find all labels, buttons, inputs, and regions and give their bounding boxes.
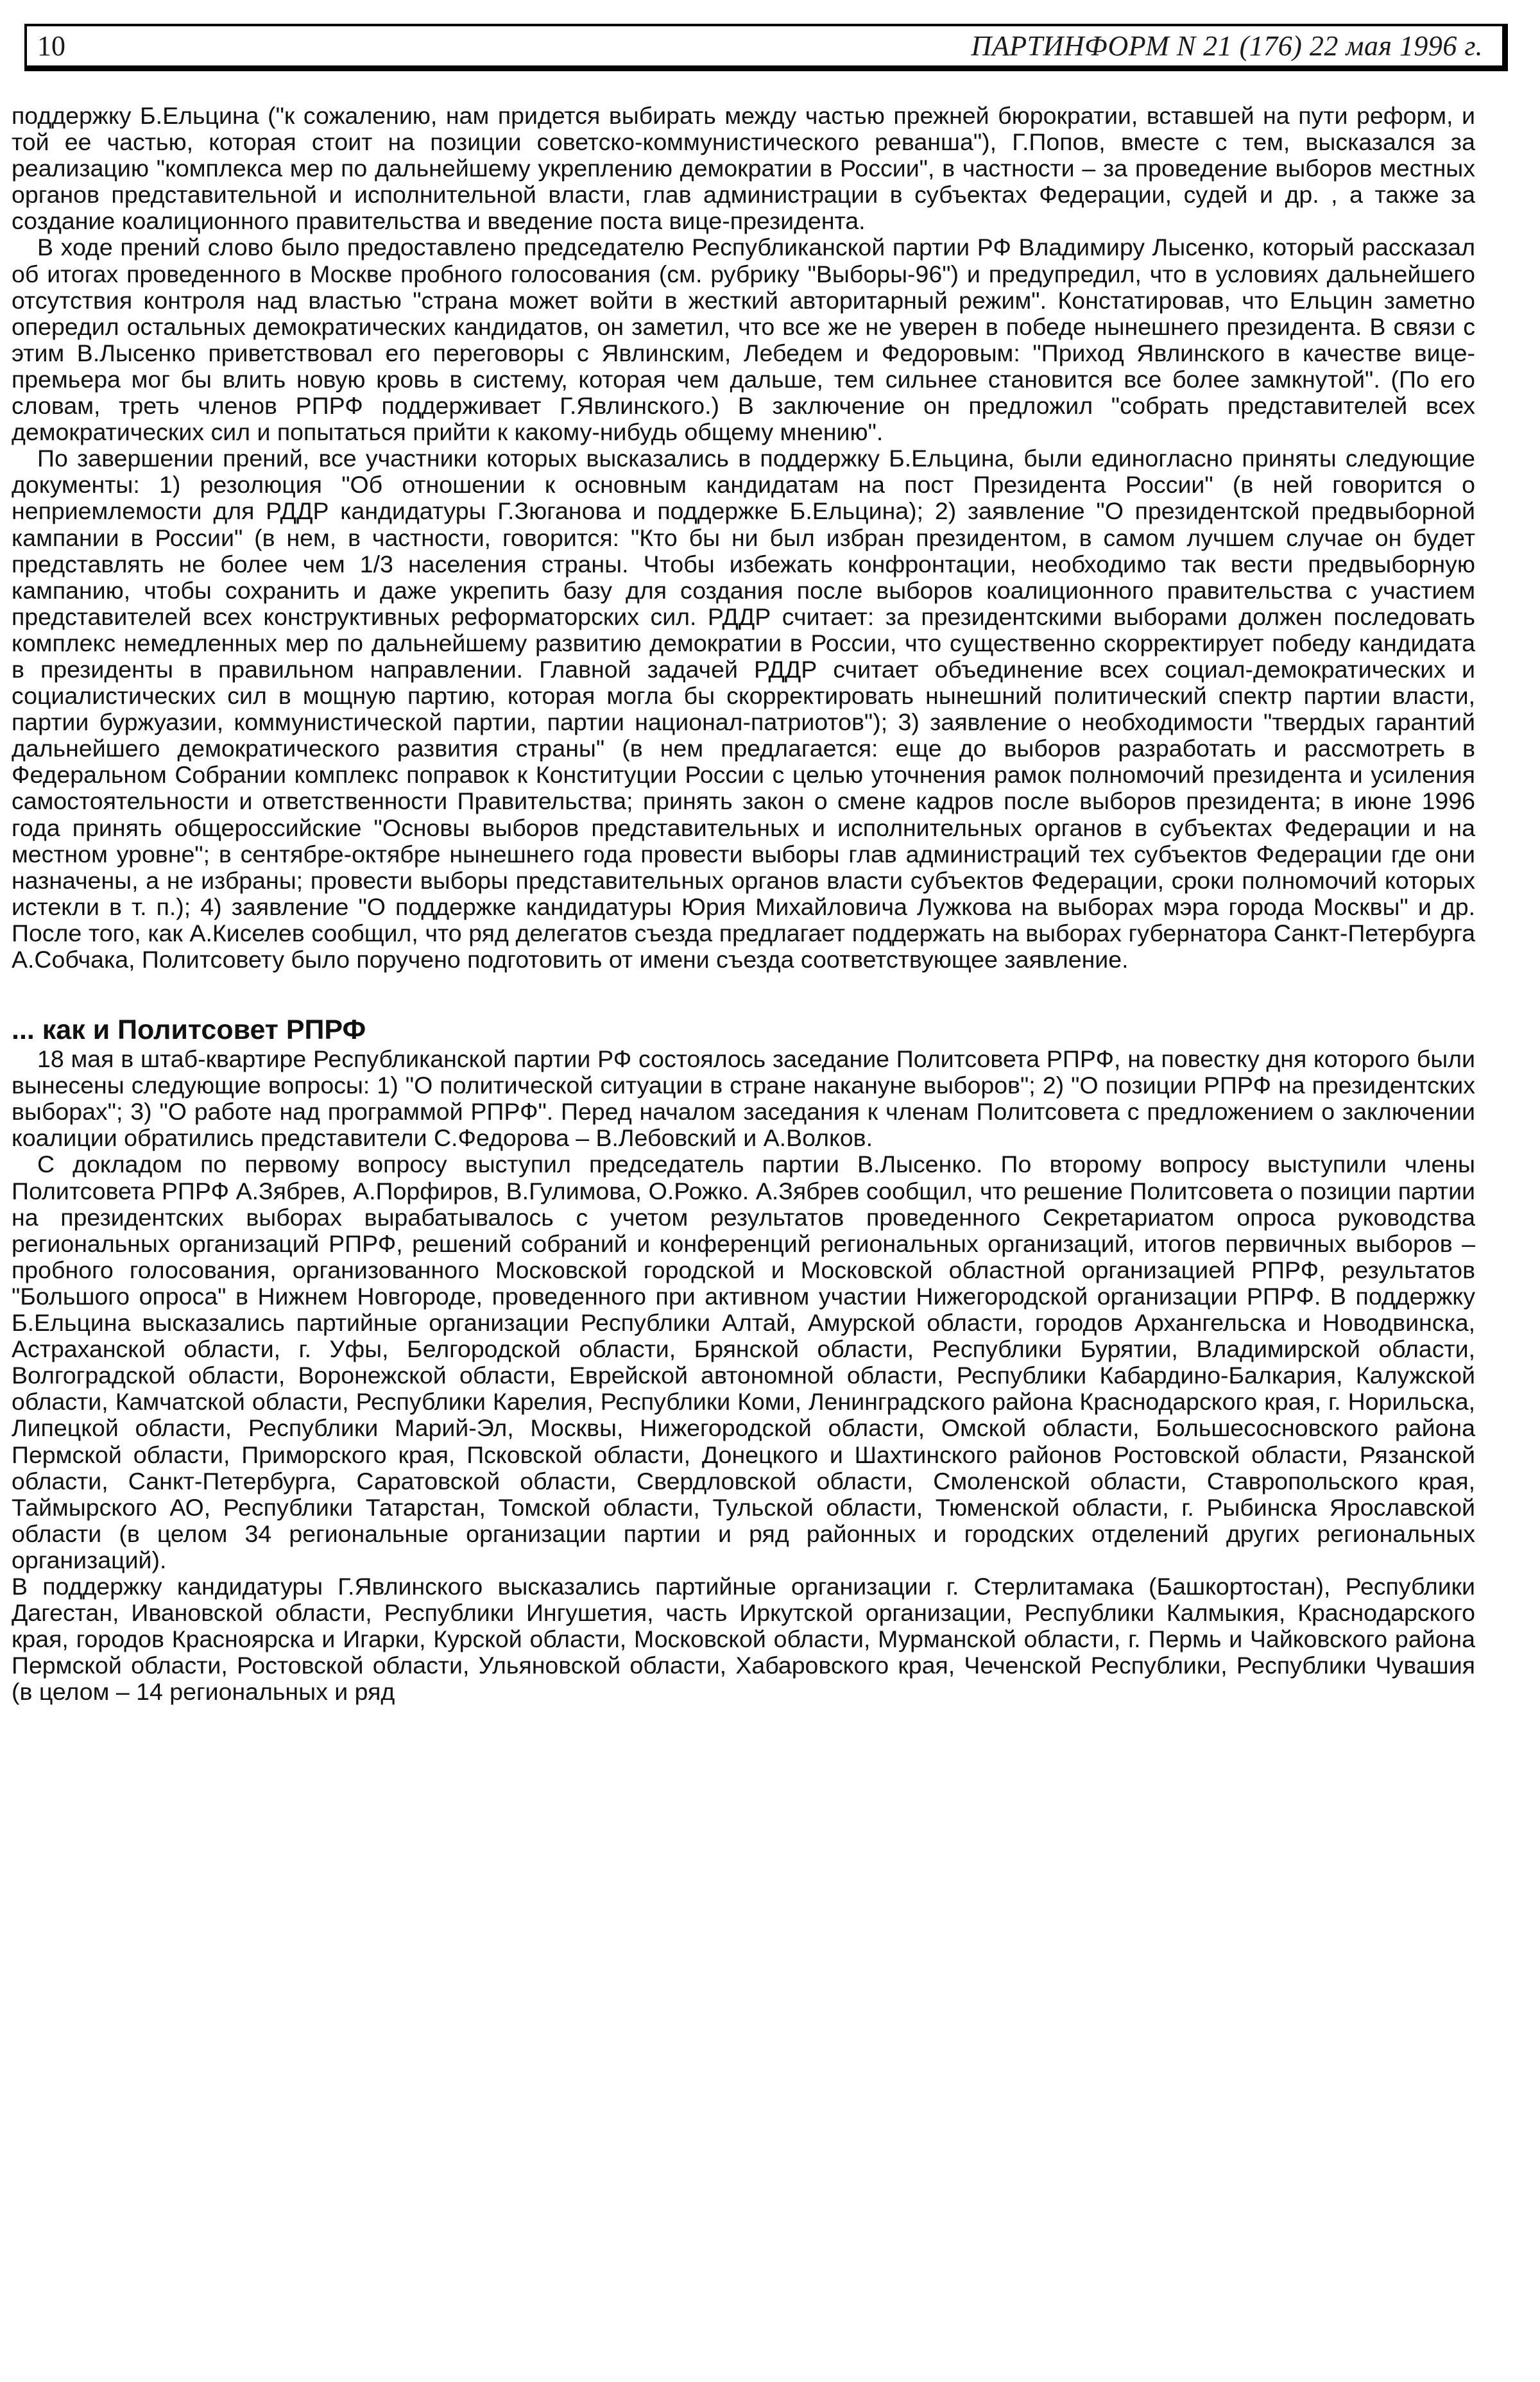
section-paragraph: С докладом по первому вопросу выступил председатель партии В.Лысенко. По второму вопросу выступили члены Политсовета РПРФ А.Зябрев, А.Порфиров, В.Гулимова, О.Рожко. А.Зябрев сообщил, что решение Политсовета о позиции партии на президентских выборах вырабатывалось с учетом результатов проведенного Секретариатом опроса руководства региональных организаций РПРФ, решений собраний и конференций региональных организаций, итогов первичных выборов – пробного голосования, организованного Московской городской и Московской областной организацией РПРФ, результатов "Большого опроса" в Нижнем Новгороде, проведенного при активном участии Нижегородской организации РПРФ. В поддержку Б.Ельцина высказались партийные организации Республики Алтай, Амурской области, городов Архангельска и Новодвинска, Астраханской области, г. Уфы, Белгородской области, Брянской области, Республики Бурятии, Владимирской области, Волгоградской области, Воронежской области, Еврейской автономной области, Республики Кабардино-Балкария, Калужской области, Камчатской области, Республики Карелия, Республики Коми, Ленинградского района Краснодарского края, г. Норильска, Липецкой области, Республики Марий-Эл, Москвы, Нижегородской области, Омской области, Большесосновского района Пермской области, Приморского края, Псковской области, Донецкого и Шахтинского районов Ростовской области, Рязанской области, Санкт-Петербурга, Саратовской области, Свердловской области, Смоленской области, Ставропольского края, Таймырского АО, Республики Татарстан, Томской области, Тульской области, Тюменской области, г. Рыбинска Ярославской области (в целом 34 региональные организации партии и ряд районных и городских отделений других региональных организаций). bbox=[12, 1151, 1475, 1573]
section-heading: ... как и Политсовет РПРФ bbox=[12, 1015, 366, 1046]
running-title: ПАРТИНФОРМ N 21 (176) 22 мая 1996 г. bbox=[971, 30, 1483, 62]
article-body bbox=[12, 103, 1475, 1705]
article-paragraph: По завершении прений, все участники которых высказались в поддержку Б.Ельцина, были единогласно приняты следующие документы: 1) резолюция "Об отношении к основным кандидатам на пост Президента России" (в ней говорится о неприемлемости для РДДР кандидатуры Г.Зюганова и поддержке Б.Ельцина); 2) заявление "О президентской предвыборной кампании в России" (в нем, в частности, говорится: "Кто бы ни был избран президентом, в самом лучшем случае он будет представлять не более чем 1/3 населения страны. Чтобы избежать конфронтации, необходимо так вести предвыборную кампанию, чтобы сохранить и даже укрепить базу для создания после выборов коалиционного правительства с участием представителей всех конструктивных реформаторских сил. РДДР считает: за президентскими выборами должен последовать комплекс немедленных мер по дальнейшему развитию демократии в России, что существенно скорректирует победу кандидата в президенты в правильном направлении. Главной задачей РДДР считает объединение всех социал-демократических и социалистических сил в мощную партию, которая могла бы скорректировать нынешний политический спектр партии власти, партии буржуазии, коммунистической партии, партии национал-патриотов"); 3) заявление о необходимости "твердых гарантий дальнейшего демократического развития страны" (в нем предлагается: еще до выборов разработать и рассмотреть в Федеральном Собрании комплекс поправок к Конституции России с целью уточнения рамок полномочий президента и усиления самостоятельности и ответственности Правительства; принять закон о смене кадров после выборов президента; в июне 1996 года принять общероссийские "Основы выборов представительных и исполнительных органов в субъектах Федерации и на местном уровне"; в сентябре-октябре нынешнего года провести выборы глав администраций тех субъектов Федерации где они назначены, а не избраны; провести выборы представительных органов власти субъектов Федерации, сроки полномочий которых истекли в т. п.); 4) заявление "О поддержке кандидатуры Юрия Михайловича Лужкова на выборах мэра города Москвы" и др. После того, как А.Киселев сообщил, что ряд делегатов съезда предлагает поддержать на выборах губернатора Санкт-Петербурга А.Собчака, Политсовету было поручено подготовить от имени съезда соответствующее заявление. bbox=[12, 445, 1475, 973]
page-header bbox=[24, 24, 1508, 71]
section-paragraph: 18 мая в штаб-квартире Республиканской партии РФ состоялось заседание Политсовета РПРФ, на повестку дня которого были вынесены следующие вопросы: 1) "О политической ситуации в стране накануне выборов"; 2) "О позиции РПРФ на президентских выборах"; 3) "О работе над программой РПРФ". Перед началом заседания к членам Политсовета с предложением о заключении коалиции обратились представители С.Федорова – В.Лебовский и А.Волков. bbox=[12, 1045, 1475, 1152]
newspaper-page bbox=[24, 24, 1508, 71]
article-paragraph: В ходе прений слово было предоставлено председателю Республиканской партии РФ Владимиру Лысенко, который рассказал об итогах проведенного в Москве пробного голосования (см. рубрику "Выборы-96") и предупредил, что в условиях дальнейшего отсутствия контроля над властью "страна может войти в жесткий авторитарный режим". Констатировав, что Ельцин заметно опередил остальных демократических кандидатов, он заметил, что все же не уверен в победе нынешнего президента. В связи с этим В.Лысенко приветствовал его переговоры с Явлинским, Лебедем и Федоровым: "Приход Явлинского в качестве вице-премьера мог бы влить новую кровь в систему, которая чем дальше, тем сильнее становится все более замкнутой". (По его словам, треть членов РПРФ поддерживает Г.Явлинского.) В заключение он предложил "собрать представителей всех демократических сил и попытаться прийти к какому-нибудь общему мнению". bbox=[12, 234, 1475, 446]
section-paragraph: В поддержку кандидатуры Г.Явлинского высказались партийные организации г. Стерлитамака (Башкортостан), Республики Дагестан, Ивановской области, Республики Ингушетия, часть Иркутской организации, Республики Калмыкия, Краснодарского края, городов Красноярска и Игарки, Курской области, Московской области, Мурманской области, г. Пермь и Чайковского района Пермской области, Ростовской области, Ульяновской области, Хабаровского края, Чеченской Республики, Республики Чувашия (в целом – 14 региональных и ряд bbox=[12, 1572, 1475, 1706]
page-number: 10 bbox=[37, 30, 65, 62]
article-paragraph: поддержку Б.Ельцина ("к сожалению, нам придется выбирать между частью прежней бюрократии, вставшей на пути реформ, и той ее частью, которая стоит на позиции советско-коммунистического реванша"), Г.Попов, вместе с тем, высказался за реализацию "комплекса мер по дальнейшему укреплению демократии в России", в частности – за проведение выборов местных органов представительной и исполнительной власти, глав администрации в субъектах Федерации, судей и др. , а также за создание коалиционного правительства и введение поста вице-президента. bbox=[12, 102, 1475, 235]
